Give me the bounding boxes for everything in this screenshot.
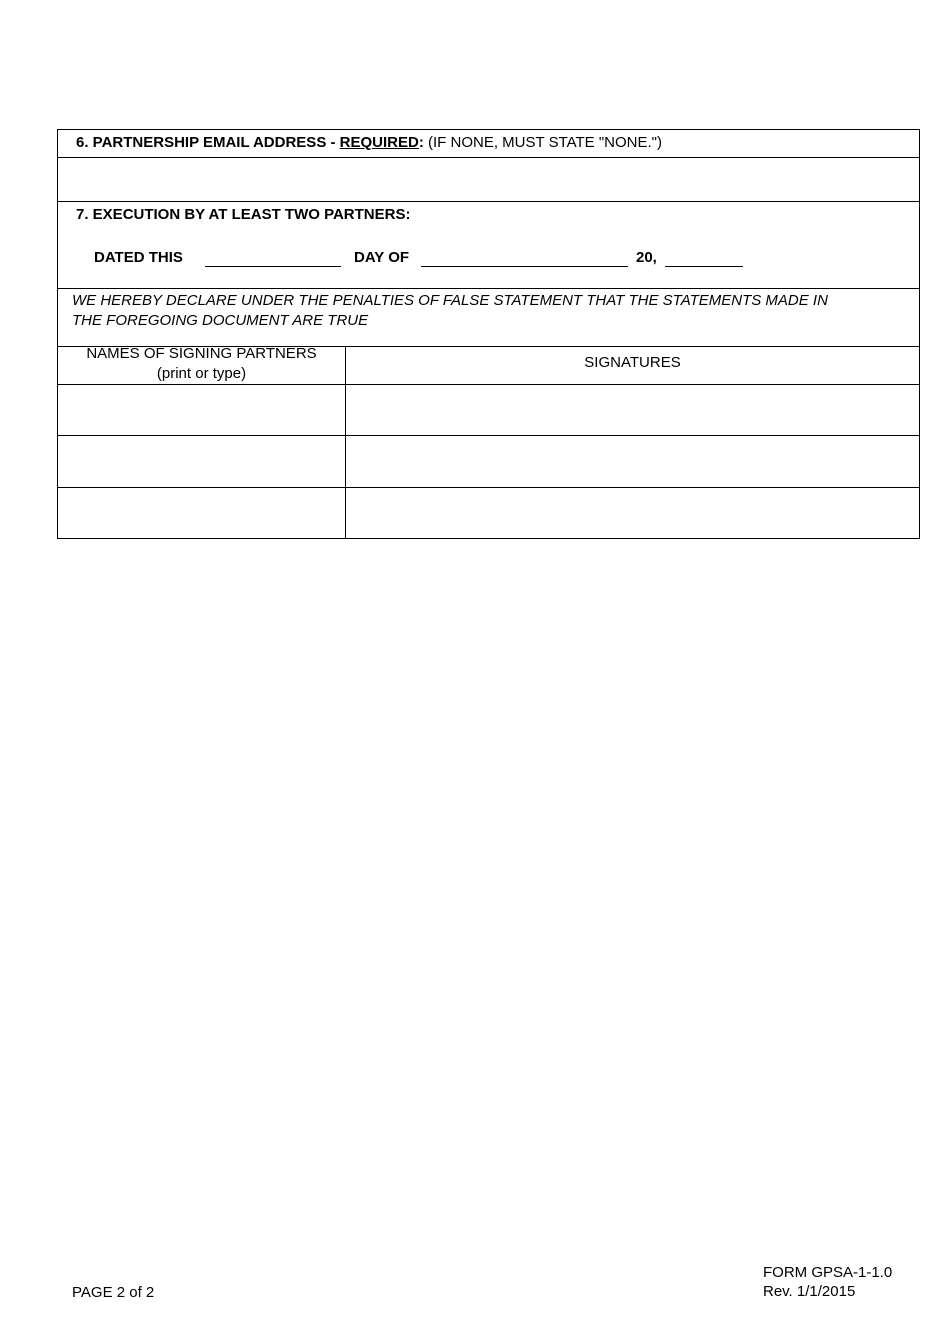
day-of-field[interactable]	[421, 266, 628, 267]
page-number: PAGE 2 of 2	[72, 1284, 155, 1301]
required-label: REQUIRED	[339, 134, 419, 151]
table-row-signature-cell[interactable]	[345, 487, 920, 539]
names-header-line-2: (print or type)	[156, 365, 247, 382]
table-row-name-cell[interactable]	[57, 487, 346, 539]
declaration-line-2: THE FOREGOING DOCUMENT ARE TRUE	[72, 312, 369, 329]
dated-this-label: DATED THIS	[94, 249, 183, 266]
email-field[interactable]	[57, 157, 920, 202]
names-header-line-1: NAMES OF SIGNING PARTNERS	[86, 345, 317, 362]
year-label: 20,	[636, 249, 657, 266]
signatures-header: SIGNATURES	[584, 354, 681, 371]
section-6-label	[76, 134, 662, 152]
table-row-signature-cell[interactable]	[345, 384, 920, 436]
table-row-signature-cell[interactable]	[345, 435, 920, 488]
required-colon: :	[418, 134, 424, 151]
form-id: FORM GPSA-1-1.0	[763, 1264, 893, 1281]
year-field[interactable]	[665, 266, 743, 267]
table-row-name-cell[interactable]	[57, 435, 346, 488]
form-revision: Rev. 1/1/2015	[763, 1283, 856, 1300]
table-row-name-cell[interactable]	[57, 384, 346, 436]
signature-table	[57, 346, 920, 539]
declaration-line-1: WE HEREBY DECLARE UNDER THE PENALTIES OF FALSE STATEMENT THAT THE STATEMENTS MADE IN	[72, 292, 828, 309]
dated-this-field[interactable]	[205, 266, 341, 267]
section-7-title: 7. EXECUTION BY AT LEAST TWO PARTNERS:	[76, 206, 411, 223]
section-6-title: 6. PARTNERSHIP EMAIL ADDRESS -	[76, 134, 340, 151]
day-of-label: DAY OF	[354, 249, 410, 266]
section-6-note: (IF NONE, MUST STATE "NONE.")	[423, 134, 662, 151]
